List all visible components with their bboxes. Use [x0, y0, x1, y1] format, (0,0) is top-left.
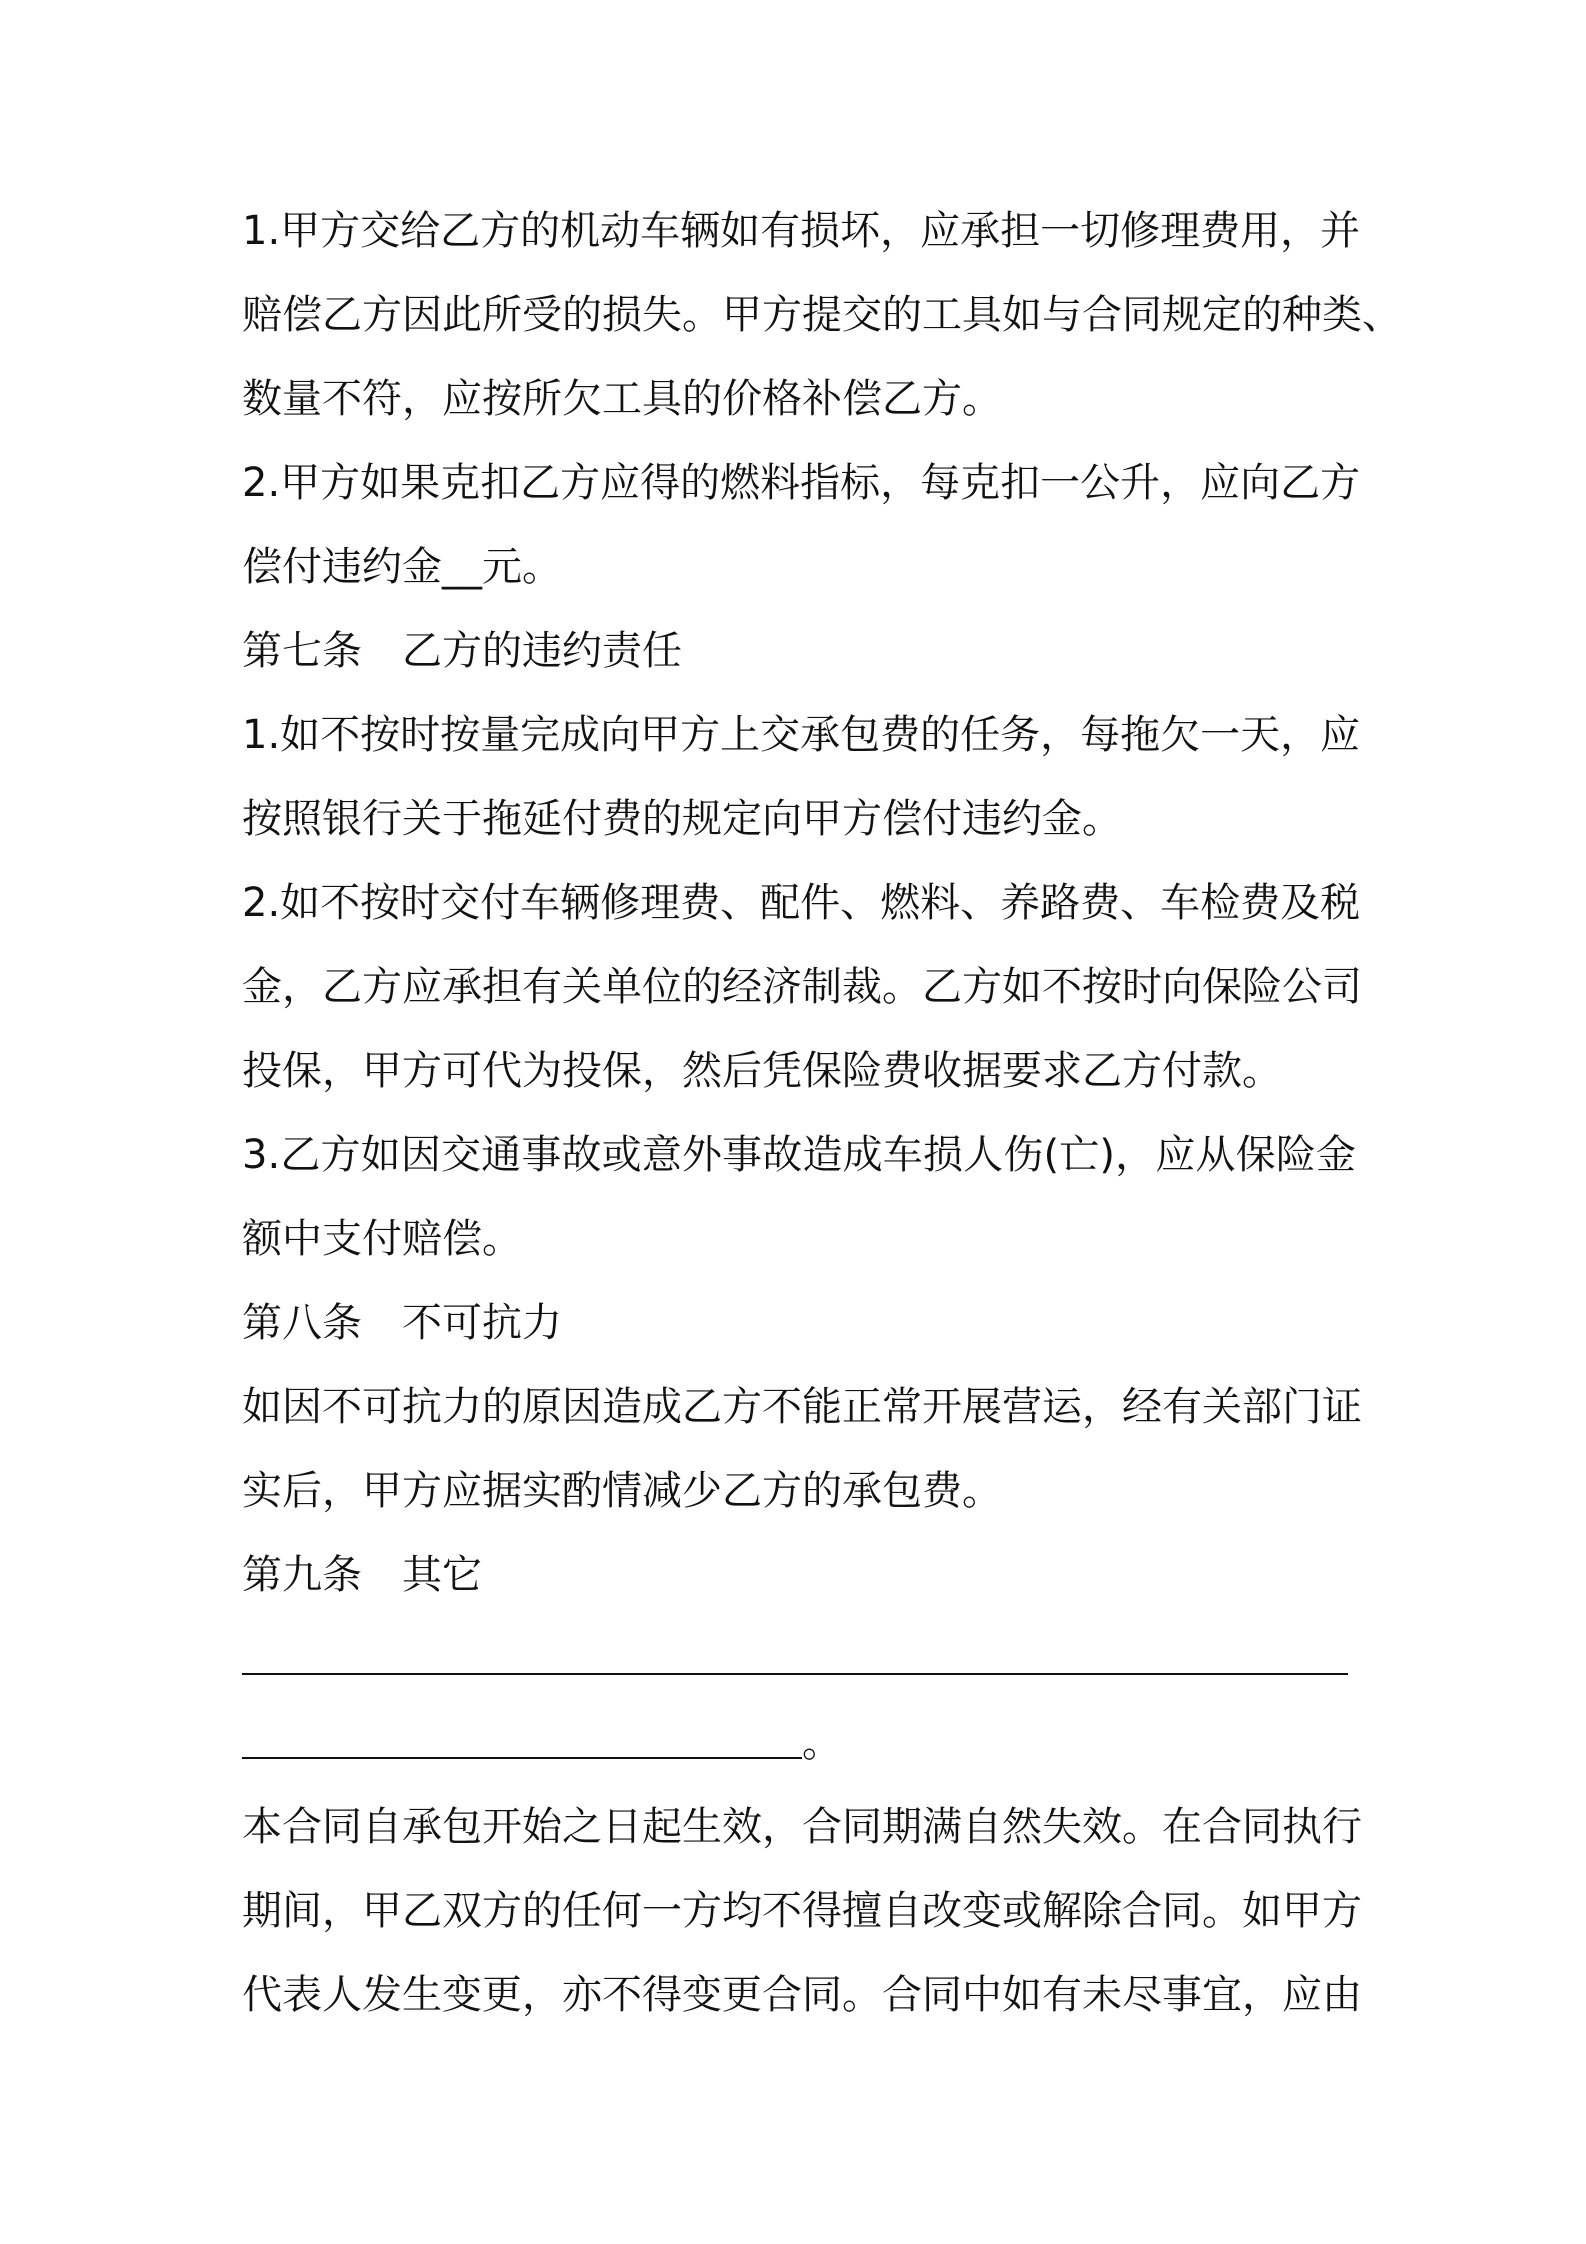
text-line: 数量不符，应按所欠工具的价格补偿乙方。	[242, 376, 1002, 422]
text-line: 如因不可抗力的原因造成乙方不能正常开展营运，经有关部门证	[242, 1384, 1362, 1430]
text-line: 2.如不按时交付车辆修理费、配件、燃料、养路费、车检费及税	[242, 880, 1361, 926]
article-9-title: 其它	[402, 1552, 482, 1598]
text-line: 3.乙方如因交通事故或意外事故造成车损人伤(亡)，应从保险金	[242, 1132, 1356, 1178]
text-line: 金，乙方应承担有关单位的经济制裁。乙方如不按时向保险公司	[242, 964, 1362, 1010]
article-7-title: 乙方的违约责任	[402, 628, 682, 674]
blank-underline	[242, 1757, 802, 1759]
text-line: 1.甲方交给乙方的机动车辆如有损坏，应承担一切修理费用，并	[242, 208, 1361, 254]
document-body	[242, 189, 1402, 2037]
blank-fill-line	[242, 1701, 1372, 1785]
text-line: 赔偿乙方因此所受的损失。甲方提交的工具如与合同规定的种类、	[242, 292, 1402, 338]
text-line: 额中支付赔偿。	[242, 1216, 522, 1262]
text-line: 实后，甲方应据实酌情减少乙方的承包费。	[242, 1468, 1002, 1514]
article-8-number: 第八条	[242, 1300, 362, 1346]
text-line: 2.甲方如果克扣乙方应得的燃料指标，每克扣一公升，应向乙方	[242, 460, 1361, 506]
article-9-heading	[242, 1533, 1372, 1617]
text-line: 偿付违约金__元。	[242, 544, 562, 590]
text-line: 本合同自承包开始之日起生效，合同期满自然失效。在合同执行	[242, 1804, 1362, 1850]
text-line: 按照银行关于拖延付费的规定向甲方偿付违约金。	[242, 796, 1122, 842]
blank-fill-line	[242, 1617, 1372, 1701]
article-8-title: 不可抗力	[402, 1300, 562, 1346]
article-9-number: 第九条	[242, 1552, 362, 1598]
blank-underline	[242, 1673, 1348, 1675]
text-line: 期间，甲乙双方的任何一方均不得擅自改变或解除合同。如甲方	[242, 1888, 1362, 1934]
article-7-number: 第七条	[242, 628, 362, 674]
blank-end-mark: 。	[802, 1720, 842, 1766]
text-line: 投保，甲方可代为投保，然后凭保险费收据要求乙方付款。	[242, 1048, 1282, 1094]
text-line: 1.如不按时按量完成向甲方上交承包费的任务，每拖欠一天，应	[242, 712, 1361, 758]
article-7-heading	[242, 609, 1372, 693]
article-8-heading	[242, 1281, 1372, 1365]
text-line: 代表人发生变更，亦不得变更合同。合同中如有未尽事宜，应由	[242, 1972, 1362, 2018]
